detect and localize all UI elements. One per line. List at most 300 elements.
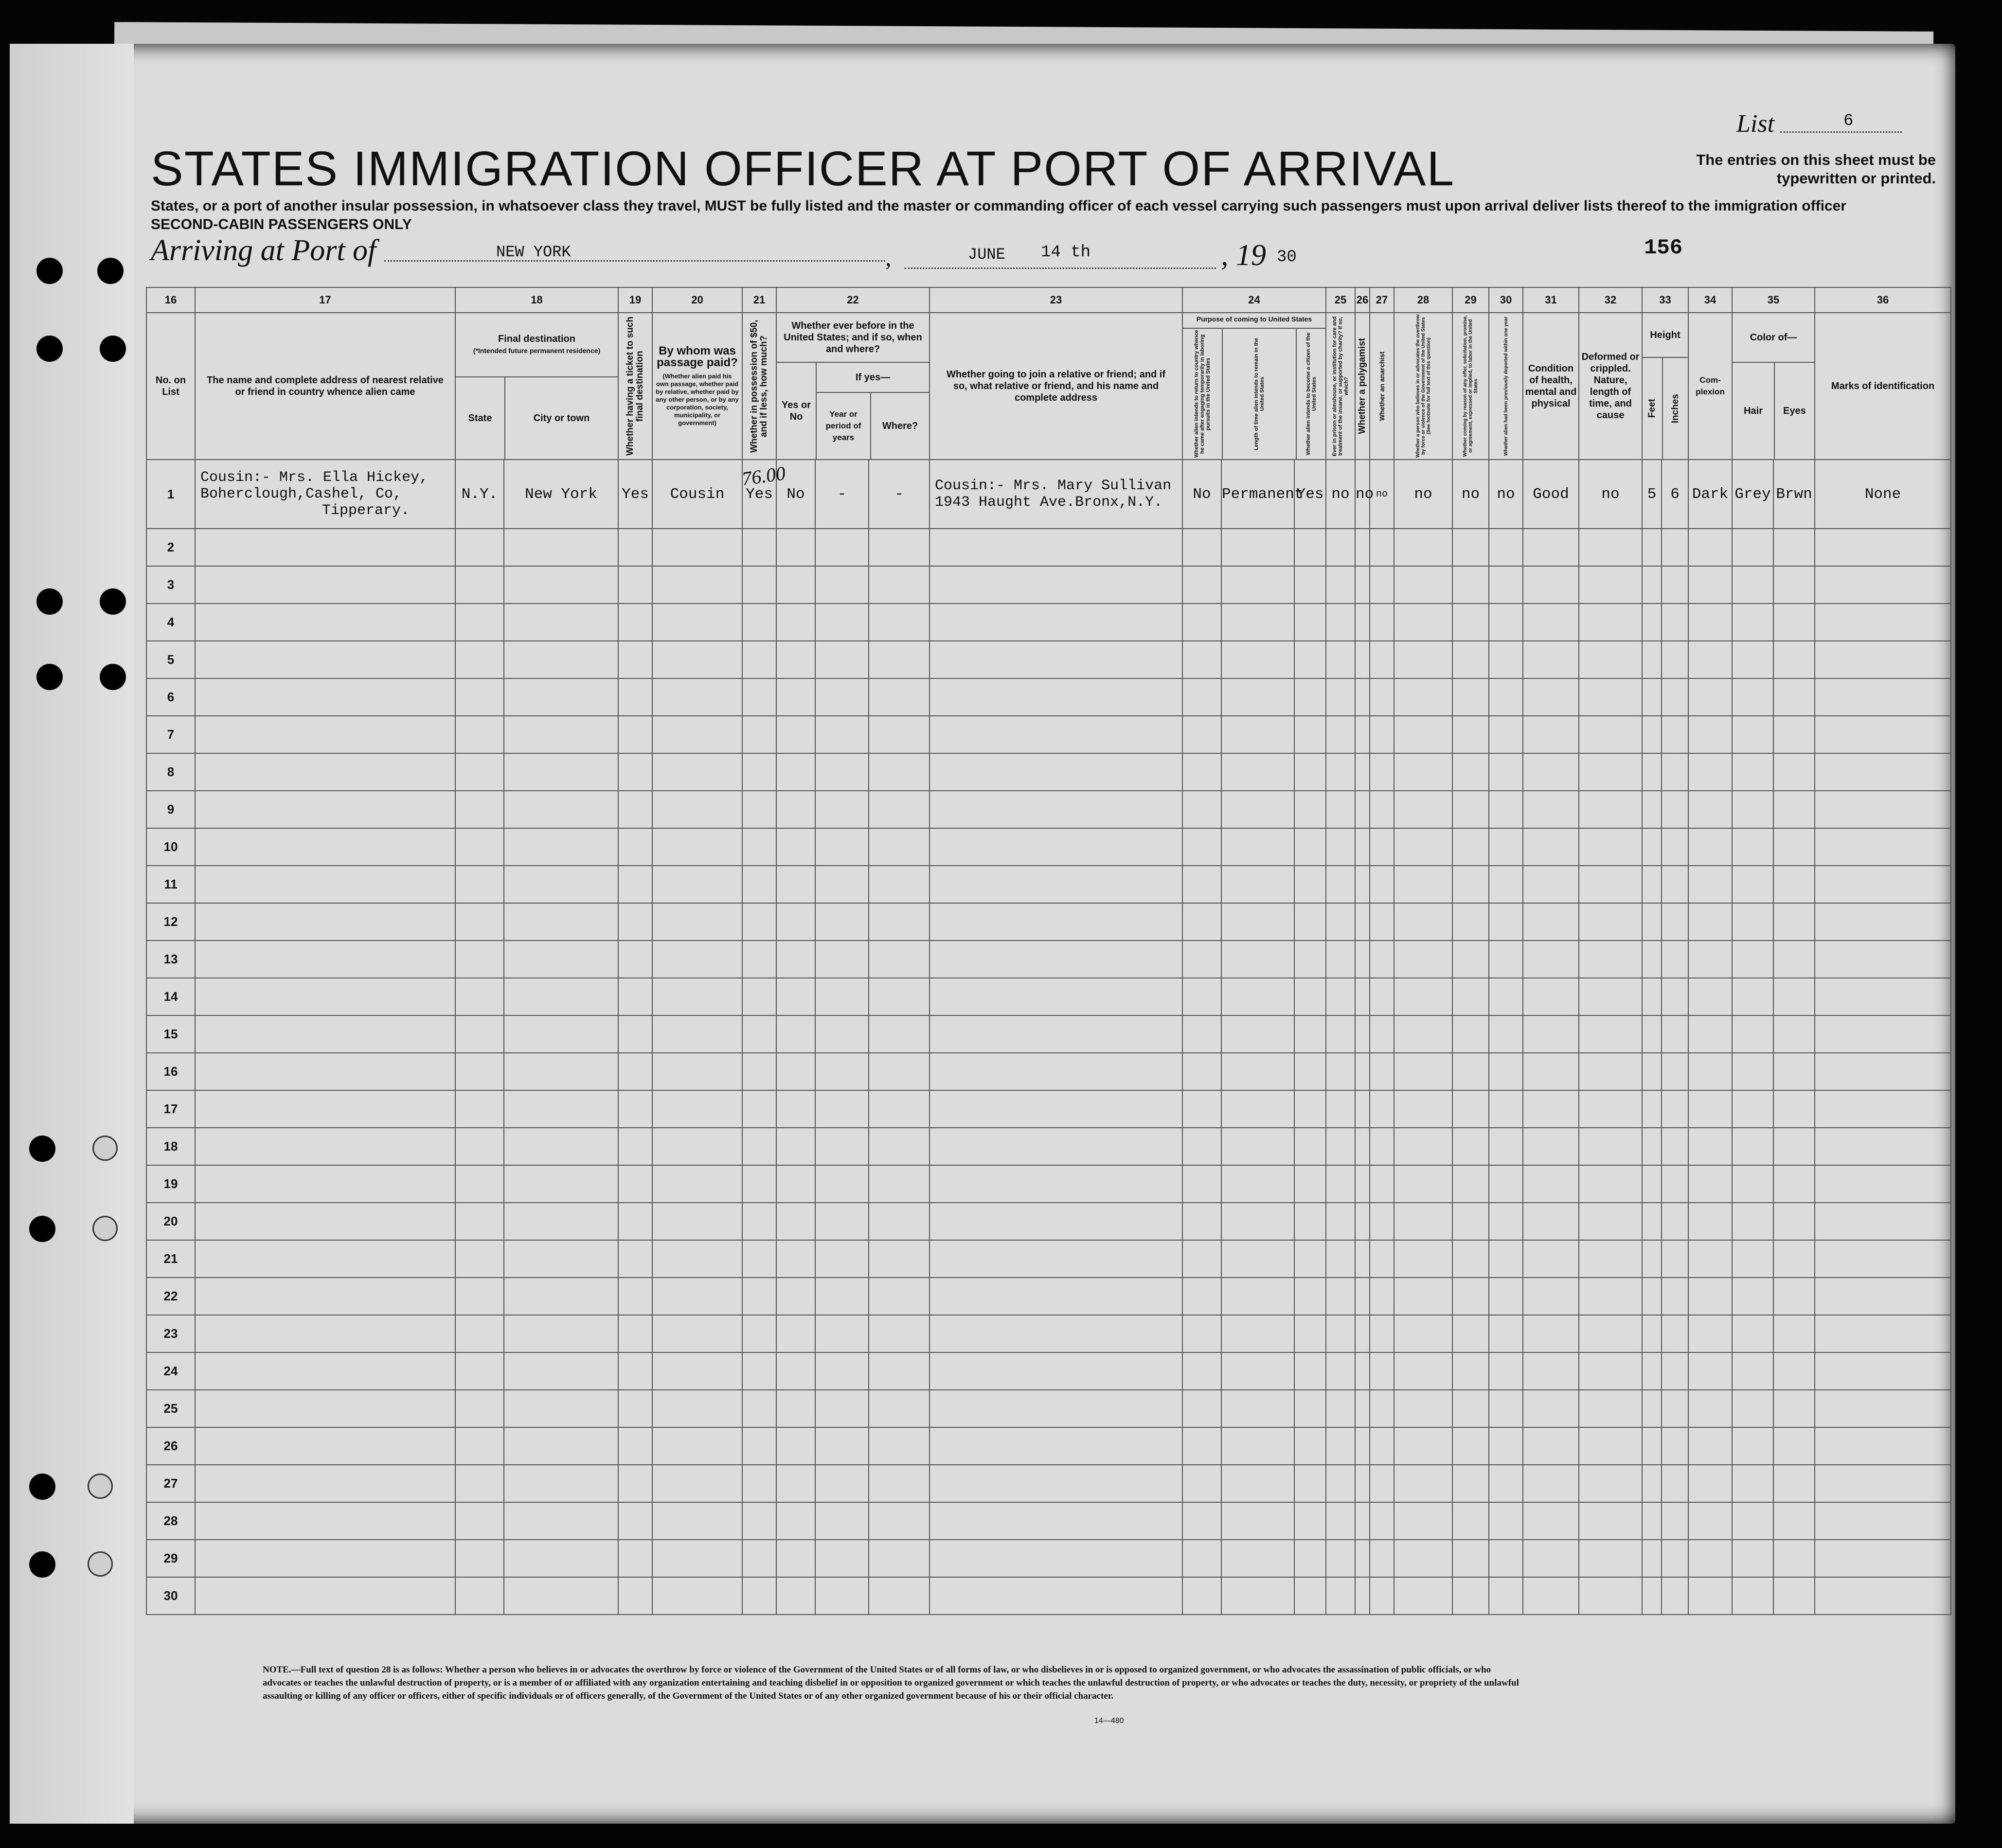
heading-hair: Hair: [1733, 363, 1775, 459]
empty-cell: [1182, 1203, 1221, 1240]
empty-cell: [1326, 903, 1355, 941]
col-number: 25: [1326, 287, 1355, 313]
empty-cell: [1370, 1315, 1394, 1352]
empty-cell: [1489, 604, 1523, 641]
empty-cell: [652, 753, 742, 791]
empty-cell: [618, 678, 652, 716]
empty-cell: [1452, 1390, 1489, 1427]
empty-cell: [1452, 828, 1489, 866]
empty-cell: [1815, 529, 1951, 566]
empty-cell: [1523, 1053, 1579, 1090]
empty-cell: [1370, 1502, 1394, 1540]
cell-complexion: Dark: [1688, 460, 1732, 529]
empty-cell: [815, 1053, 869, 1090]
empty-cell: [1662, 828, 1688, 866]
heading-height: [1642, 313, 1688, 460]
empty-cell: [1642, 941, 1662, 978]
empty-cell: [776, 941, 815, 978]
empty-cell: [1523, 1165, 1579, 1203]
table-row: [146, 1128, 1951, 1165]
empty-cell: [930, 641, 1182, 678]
empty-cell: [1815, 566, 1951, 604]
row-number: 28: [146, 1502, 195, 1540]
row-number: 10: [146, 828, 195, 866]
heading-if-yes: If yes—: [817, 363, 929, 393]
empty-cell: [1523, 566, 1579, 604]
empty-cell: [1182, 1015, 1221, 1053]
empty-cell: [1452, 978, 1489, 1015]
empty-cell: [1221, 678, 1294, 716]
heading-color: [1732, 313, 1815, 460]
empty-cell: [1394, 529, 1452, 566]
empty-cell: [455, 978, 504, 1015]
form-number: 14—480: [1094, 1717, 1124, 1725]
empty-cell: [455, 1165, 504, 1203]
empty-cell: [504, 978, 618, 1015]
empty-cell: [869, 1465, 930, 1502]
empty-cell: [815, 941, 869, 978]
empty-cell: [1642, 1090, 1662, 1128]
empty-cell: [1642, 866, 1662, 903]
color-label: Color of—: [1733, 313, 1814, 363]
empty-cell: [1489, 716, 1523, 753]
empty-cell: [930, 1165, 1182, 1203]
empty-cell: [1182, 791, 1221, 828]
empty-cell: [1452, 1278, 1489, 1315]
empty-cell: [618, 1427, 652, 1465]
table-row: [146, 1053, 1951, 1090]
empty-cell: [195, 529, 455, 566]
empty-cell: [618, 866, 652, 903]
empty-cell: [1182, 641, 1221, 678]
empty-cell: [1662, 1015, 1688, 1053]
empty-cell: [1355, 529, 1370, 566]
binding-hole: [36, 336, 63, 362]
empty-cell: [1489, 753, 1523, 791]
empty-cell: [742, 1502, 776, 1540]
empty-cell: [618, 903, 652, 941]
empty-cell: [1732, 1315, 1773, 1352]
col-number: 36: [1815, 287, 1951, 313]
row-number: 30: [146, 1577, 195, 1615]
empty-cell: [195, 678, 455, 716]
empty-cell: [1732, 716, 1773, 753]
empty-cell: [652, 678, 742, 716]
row-number: 7: [146, 716, 195, 753]
empty-cell: [1523, 791, 1579, 828]
empty-cell: [1394, 604, 1452, 641]
empty-cell: [1662, 1240, 1688, 1278]
empty-cell: [618, 1165, 652, 1203]
empty-cell: [1688, 1390, 1732, 1427]
empty-cell: [776, 1315, 815, 1352]
ticket-text: Whether having a ticket to such final destination: [625, 316, 645, 456]
cell-money: Yes: [742, 460, 776, 529]
empty-cell: [1579, 716, 1642, 753]
col-number: 24: [1182, 287, 1326, 313]
cell-q28: no: [1394, 460, 1452, 529]
empty-cell: [1394, 1128, 1452, 1165]
empty-cell: [618, 753, 652, 791]
empty-cell: [776, 1203, 815, 1240]
empty-cell: [930, 529, 1182, 566]
empty-cell: [1732, 1577, 1773, 1615]
empty-cell: [652, 1015, 742, 1053]
binding-hole: [36, 258, 63, 284]
empty-cell: [455, 678, 504, 716]
empty-cell: [930, 791, 1182, 828]
empty-cell: [1355, 604, 1370, 641]
arrival-day: 14 th: [1041, 243, 1091, 262]
empty-cell: [455, 1278, 504, 1315]
col-number: 27: [1370, 287, 1394, 313]
empty-cell: [776, 1278, 815, 1315]
empty-cell: [455, 566, 504, 604]
empty-cell: [1489, 1502, 1523, 1540]
empty-cell: [776, 978, 815, 1015]
empty-cell: [1326, 1540, 1355, 1577]
row-number: 17: [146, 1090, 195, 1128]
empty-cell: [815, 1502, 869, 1540]
empty-cell: [652, 828, 742, 866]
heading-q30: [1489, 313, 1523, 460]
empty-cell: [195, 828, 455, 866]
empty-cell: [1732, 1465, 1773, 1502]
empty-cell: [1642, 1577, 1662, 1615]
empty-cell: [1452, 1352, 1489, 1390]
empty-cell: [455, 753, 504, 791]
row-number: 4: [146, 604, 195, 641]
empty-cell: [1355, 1128, 1370, 1165]
empty-cell: [1579, 1352, 1642, 1390]
empty-cell: [930, 678, 1182, 716]
empty-cell: [742, 678, 776, 716]
empty-cell: [869, 716, 930, 753]
empty-cell: [930, 1465, 1182, 1502]
empty-cell: [1732, 1090, 1773, 1128]
empty-cell: [195, 1278, 455, 1315]
empty-cell: [869, 1128, 930, 1165]
empty-cell: [455, 828, 504, 866]
empty-cell: [1221, 1502, 1294, 1540]
empty-cell: [742, 1015, 776, 1053]
empty-cell: [1688, 1352, 1732, 1390]
empty-cell: [1732, 903, 1773, 941]
col-number: 31: [1523, 287, 1579, 313]
empty-cell: [1523, 753, 1579, 791]
empty-cell: [1732, 1540, 1773, 1577]
empty-cell: [504, 791, 618, 828]
empty-cell: [1732, 1203, 1773, 1240]
empty-cell: [1642, 566, 1662, 604]
empty-cell: [1394, 1203, 1452, 1240]
empty-cell: [1394, 641, 1452, 678]
ever-before-label: Whether ever before in the United States; and if so, when and where?: [777, 313, 929, 363]
empty-cell: [1773, 1015, 1815, 1053]
empty-cell: [195, 1240, 455, 1278]
heading-complexion: Com-plexion: [1688, 313, 1732, 460]
empty-cell: [1579, 566, 1642, 604]
empty-cell: [455, 941, 504, 978]
empty-cell: [1579, 1315, 1642, 1352]
empty-cell: [504, 1278, 618, 1315]
empty-cell: [1294, 978, 1326, 1015]
empty-cell: [1773, 1203, 1815, 1240]
empty-cell: [1394, 1278, 1452, 1315]
empty-cell: [1394, 1390, 1452, 1427]
empty-cell: [618, 978, 652, 1015]
date-line: [905, 267, 1216, 269]
col-number: 16: [146, 287, 195, 313]
empty-cell: [1662, 1540, 1688, 1577]
empty-cell: [742, 1090, 776, 1128]
empty-cell: [1355, 566, 1370, 604]
empty-cell: [1182, 529, 1221, 566]
empty-cell: [1355, 903, 1370, 941]
empty-cell: [1452, 866, 1489, 903]
empty-cell: [1326, 1465, 1355, 1502]
heading-where: Where?: [882, 421, 918, 431]
empty-cell: [1523, 828, 1579, 866]
empty-cell: [1489, 828, 1523, 866]
heading-ticket: [618, 313, 652, 460]
empty-cell: [652, 1278, 742, 1315]
col-number: 21: [742, 287, 776, 313]
col-number: 35: [1732, 287, 1815, 313]
table-row: [146, 1577, 1951, 1615]
empty-cell: [869, 1502, 930, 1540]
empty-cell: [1326, 641, 1355, 678]
empty-cell: [1370, 1352, 1394, 1390]
empty-cell: [1370, 941, 1394, 978]
empty-cell: [455, 1128, 504, 1165]
empty-cell: [1326, 1090, 1355, 1128]
empty-cell: [1294, 716, 1326, 753]
empty-cell: [1489, 1015, 1523, 1053]
footnote: NOTE.—Full text of question 28 is as follows: Whether a person who believes in or advocates the overthrow by force or violence of the Government of the United States or of all forms of law, or who disbelieves in or is opposed to organized government, or who advocates the assassination of public officials, or who advocates or teaches the unlawful destruction of property, or is a member of or affiliated with any organization entertaining and teaching disbelief in or opposition to organized government or which teaches the unlawful destruction of property, or who advocates or teaches the duty, necessity, or propriety of the unlawful assaulting or killing of any officer or officers, either of specific individuals or of officers generally, of the Government of the United States or of any other organized government because of his or their official character.: [263, 1665, 1519, 1701]
empty-cell: [1394, 1540, 1452, 1577]
empty-cell: [869, 529, 930, 566]
empty-cell: [1394, 978, 1452, 1015]
empty-cell: [1662, 1502, 1688, 1540]
table-row: [146, 1502, 1951, 1540]
empty-cell: [1523, 1315, 1579, 1352]
empty-cell: [1579, 1465, 1642, 1502]
final-destination-label: Final destination: [498, 334, 575, 344]
empty-cell: [1370, 1540, 1394, 1577]
empty-cell: [1355, 641, 1370, 678]
heading-prison: [1326, 313, 1355, 460]
empty-cell: [1370, 1465, 1394, 1502]
empty-cell: [1294, 1090, 1326, 1128]
empty-cell: [815, 791, 869, 828]
table-row: [146, 529, 1951, 566]
heading-marks: Marks of identification: [1815, 313, 1951, 460]
empty-cell: [815, 753, 869, 791]
empty-cell: [1182, 1465, 1221, 1502]
empty-cell: [742, 529, 776, 566]
empty-cell: [1370, 978, 1394, 1015]
empty-cell: [1523, 604, 1579, 641]
empty-cell: [195, 1352, 455, 1390]
empty-cell: [742, 1352, 776, 1390]
empty-cell: [504, 1352, 618, 1390]
empty-cell: [815, 1390, 869, 1427]
empty-cell: [1489, 1203, 1523, 1240]
col-number: 23: [930, 287, 1182, 313]
empty-cell: [1221, 1315, 1294, 1352]
empty-cell: [1815, 1315, 1951, 1352]
empty-cell: [1579, 1128, 1642, 1165]
empty-cell: [504, 1315, 618, 1352]
empty-cell: [1326, 1053, 1355, 1090]
empty-cell: [455, 791, 504, 828]
empty-cell: [504, 1390, 618, 1427]
empty-cell: [652, 604, 742, 641]
col-number: 22: [776, 287, 930, 313]
empty-cell: [1370, 1015, 1394, 1053]
empty-cell: [1355, 1240, 1370, 1278]
empty-cell: [815, 828, 869, 866]
empty-cell: [652, 1053, 742, 1090]
purpose-citizen: Whether alien intends to become a citizen of the United States: [1305, 333, 1317, 455]
empty-cell: [1662, 1577, 1688, 1615]
empty-cell: [1221, 753, 1294, 791]
empty-cell: [1662, 678, 1688, 716]
empty-cell: [1221, 1203, 1294, 1240]
empty-cell: [504, 716, 618, 753]
empty-cell: [1489, 1352, 1523, 1390]
cell-feet: 5: [1642, 460, 1662, 529]
empty-cell: [1221, 941, 1294, 978]
empty-cell: [1294, 903, 1326, 941]
empty-cell: [1773, 1502, 1815, 1540]
empty-cell: [1394, 866, 1452, 903]
empty-cell: [742, 753, 776, 791]
empty-cell: [776, 678, 815, 716]
empty-cell: [504, 1203, 618, 1240]
heading-no-on-list: No. on List: [146, 313, 195, 460]
empty-cell: [652, 716, 742, 753]
empty-cell: [1370, 1390, 1394, 1427]
empty-cell: [869, 791, 930, 828]
empty-cell: [1688, 903, 1732, 941]
purpose-label: Purpose of coming to United States: [1183, 313, 1325, 329]
empty-cell: [618, 1240, 652, 1278]
empty-cell: [815, 1240, 869, 1278]
col-number: 32: [1579, 287, 1642, 313]
empty-cell: [1221, 1390, 1294, 1427]
empty-cell: [652, 1465, 742, 1502]
empty-cell: [1326, 1015, 1355, 1053]
empty-cell: [504, 604, 618, 641]
empty-cell: [1355, 1352, 1370, 1390]
empty-cell: [869, 1278, 930, 1315]
cell-ever-before: No: [776, 460, 815, 529]
col-number: 26: [1355, 287, 1370, 313]
empty-cell: [1370, 1165, 1394, 1203]
empty-cell: [1294, 1128, 1326, 1165]
empty-cell: [504, 1128, 618, 1165]
empty-cell: [1489, 1540, 1523, 1577]
col-number: 30: [1489, 287, 1523, 313]
empty-cell: [1489, 1577, 1523, 1615]
empty-cell: [1523, 1240, 1579, 1278]
empty-cell: [742, 566, 776, 604]
empty-cell: [1370, 641, 1394, 678]
empty-cell: [1773, 753, 1815, 791]
empty-cell: [776, 1427, 815, 1465]
empty-cell: [618, 1278, 652, 1315]
empty-cell: [1221, 641, 1294, 678]
empty-cell: [1732, 1128, 1773, 1165]
empty-cell: [1579, 1203, 1642, 1240]
empty-cell: [1732, 1502, 1773, 1540]
empty-cell: [1579, 1390, 1642, 1427]
empty-cell: [1326, 1390, 1355, 1427]
empty-cell: [1642, 1053, 1662, 1090]
empty-cell: [1452, 753, 1489, 791]
cell-prison: no: [1326, 460, 1355, 529]
empty-cell: [1815, 678, 1951, 716]
empty-cell: [815, 1015, 869, 1053]
empty-cell: [1326, 1315, 1355, 1352]
empty-cell: [652, 1203, 742, 1240]
row-number: 5: [146, 641, 195, 678]
empty-cell: [1355, 1502, 1370, 1540]
empty-cell: [1688, 791, 1732, 828]
empty-cell: [1815, 978, 1951, 1015]
empty-cell: [1642, 903, 1662, 941]
empty-cell: [869, 1090, 930, 1128]
empty-cell: [504, 753, 618, 791]
heading-final-destination: [455, 313, 618, 460]
empty-cell: [1355, 941, 1370, 978]
heading-deformed: Deformed or crippled. Nature, length of time, and cause: [1579, 313, 1642, 460]
empty-cell: [1579, 1240, 1642, 1278]
empty-cell: [1662, 941, 1688, 978]
purpose-return: Whether alien intends to return to country whence he came after engaging temporarily in laboring pursuits in the United States: [1194, 330, 1212, 458]
empty-cell: [1523, 529, 1579, 566]
empty-cell: [1662, 1203, 1688, 1240]
empty-cell: [1773, 941, 1815, 978]
empty-cell: [1662, 1465, 1688, 1502]
empty-cell: [776, 1390, 815, 1427]
arrival-month: JUNE: [968, 246, 1005, 264]
empty-cell: [742, 1165, 776, 1203]
empty-cell: [195, 641, 455, 678]
empty-cell: [618, 1540, 652, 1577]
cell-q30: no: [1489, 460, 1523, 529]
year-suffix: 30: [1277, 248, 1297, 267]
row-number: 24: [146, 1352, 195, 1390]
empty-cell: [1489, 1165, 1523, 1203]
empty-cell: [1579, 1540, 1642, 1577]
heading-anarchist: [1370, 313, 1394, 460]
binding-hole-ring: [92, 1216, 118, 1241]
empty-cell: [1523, 1015, 1579, 1053]
empty-cell: [1732, 941, 1773, 978]
empty-cell: [652, 791, 742, 828]
empty-cell: [652, 1427, 742, 1465]
empty-cell: [618, 1090, 652, 1128]
empty-cell: [1221, 1540, 1294, 1577]
empty-cell: [1394, 566, 1452, 604]
cell-deformed: no: [1579, 460, 1642, 529]
empty-cell: [776, 1015, 815, 1053]
q29-text: Whether coming by reason of any offer, solicitation, promise, or agreement, expressed or implied, to labor in the United States: [1463, 315, 1479, 457]
table-row: [146, 791, 1951, 828]
